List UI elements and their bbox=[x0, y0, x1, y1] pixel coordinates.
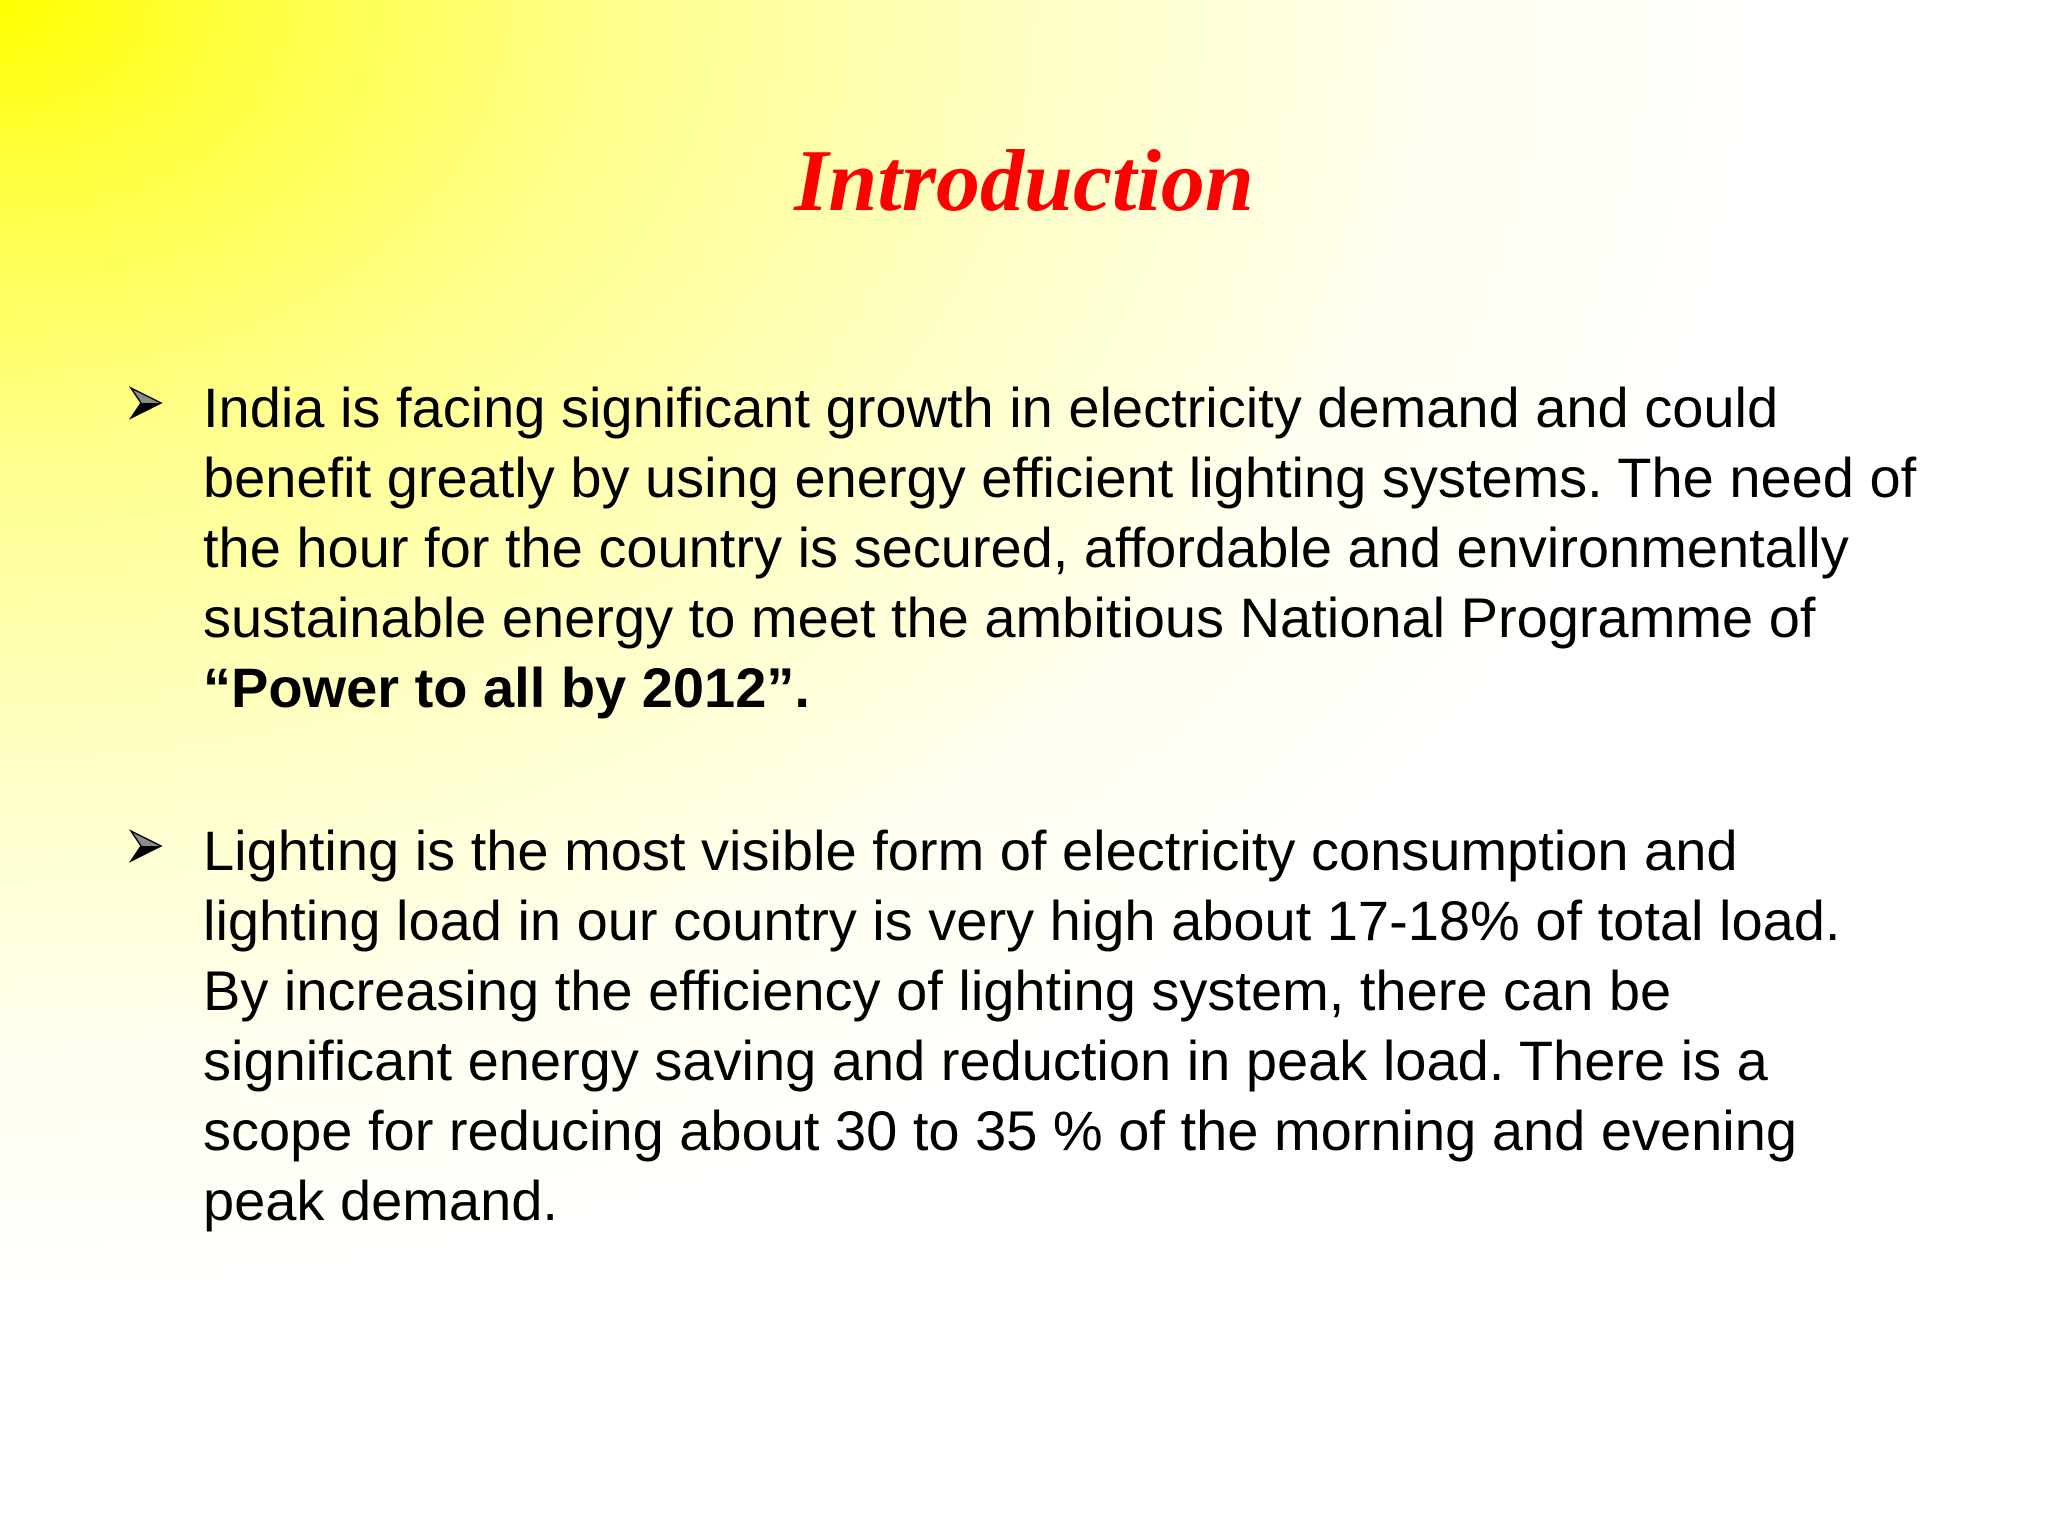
bullet-emphasis: “Power to all by 2012”. bbox=[203, 656, 810, 719]
slide-title: Introduction bbox=[794, 133, 1254, 230]
bullet-text bbox=[203, 373, 1918, 723]
bullet-body: Lighting is the most visible form of electricity consumption and lighting load in our country is very high about 17-18% of total load. By increasing the efficiency of lighting system, there can be significant energy saving and reduction in peak load. There is a scope for reducing about 30 to 35 % of the morning and evening peak demand. bbox=[203, 819, 1841, 1232]
bullet-text bbox=[203, 816, 1918, 1236]
arrowhead-bullet-icon bbox=[128, 385, 164, 421]
bullet-body: India is facing significant growth in electricity demand and could benefit greatly by using energy efficient lighting systems. The need of the hour for the country is secured, affordable and environmentally sustainable energy to meet the ambitious National Programme of bbox=[203, 376, 1917, 649]
arrowhead-bullet-icon bbox=[128, 828, 164, 864]
